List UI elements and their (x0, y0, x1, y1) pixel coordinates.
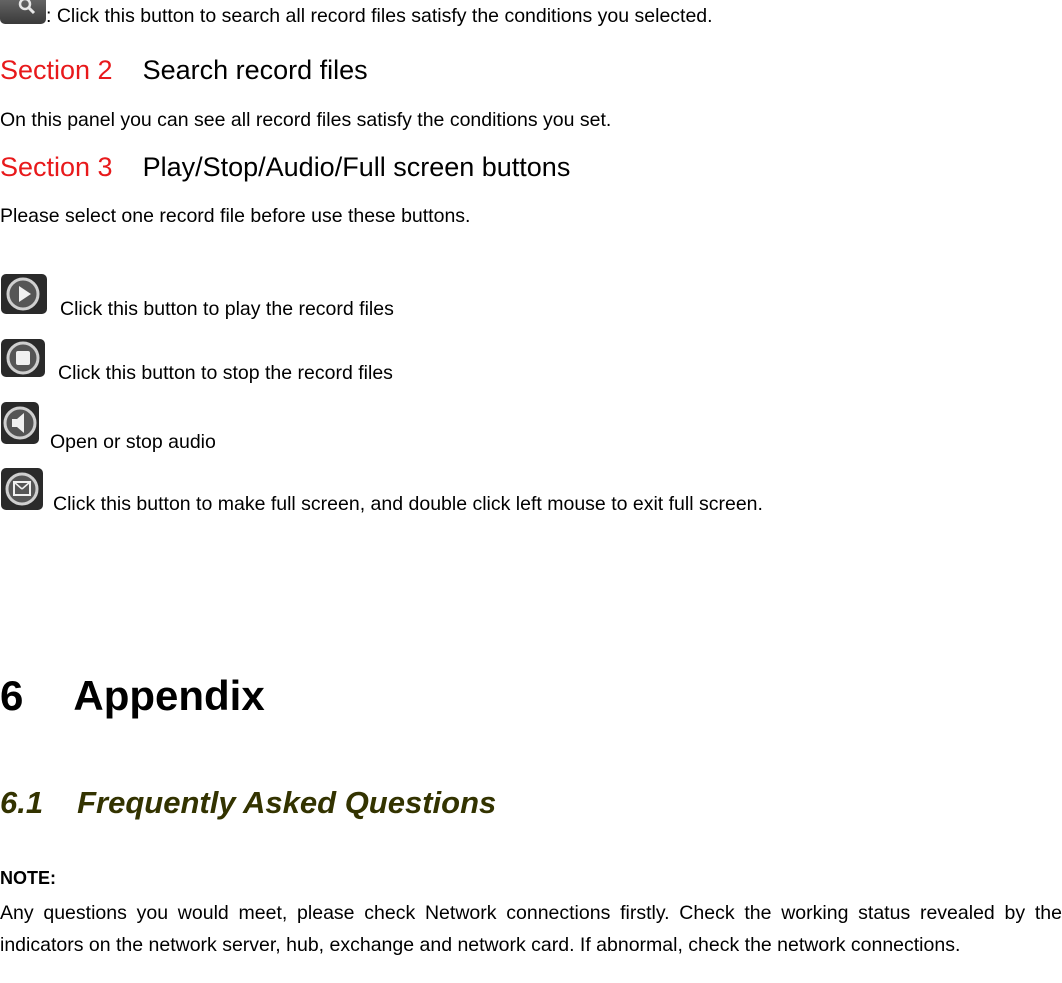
search-icon (0, 0, 46, 24)
play-icon (0, 273, 48, 315)
audio-icon (0, 401, 40, 445)
section-3-title: Play/Stop/Audio/Full screen buttons (142, 152, 571, 182)
section-3-description: Please select one record file before use these buttons. (0, 205, 471, 227)
subsection-number: 6.1 (0, 785, 44, 820)
chapter-heading (0, 672, 265, 720)
stop-icon (0, 338, 46, 378)
search-button-description: : Click this button to search all record files satisfy the conditions you selected. (46, 5, 713, 27)
section-2-description: On this panel you can see all record files satisfy the conditions you set. (0, 109, 612, 131)
stop-button-description: Click this button to stop the record files (58, 362, 393, 384)
section-3-number: Section 3 (0, 152, 113, 182)
play-button-description: Click this button to play the record files (60, 298, 394, 320)
chapter-title: Appendix (73, 672, 265, 719)
fullscreen-icon (0, 467, 44, 511)
section-2-heading (0, 54, 368, 86)
section-2-number: Section 2 (0, 55, 113, 85)
section-3-heading (0, 151, 570, 183)
note-label: NOTE: (0, 868, 56, 888)
subsection-heading (0, 785, 496, 821)
fullscreen-button-description: Click this button to make full screen, and double click left mouse to exit full screen. (53, 493, 763, 515)
subsection-title: Frequently Asked Questions (77, 785, 497, 820)
note-paragraph: Any questions you would meet, please check Network connections firstly. Check the working status revealed by the indicators on the network server, hub, exchange and network card. If abnormal, check the network connections. (0, 902, 1062, 956)
audio-button-description: Open or stop audio (50, 431, 216, 453)
section-2-title: Search record files (142, 55, 368, 85)
chapter-number: 6 (0, 672, 24, 719)
